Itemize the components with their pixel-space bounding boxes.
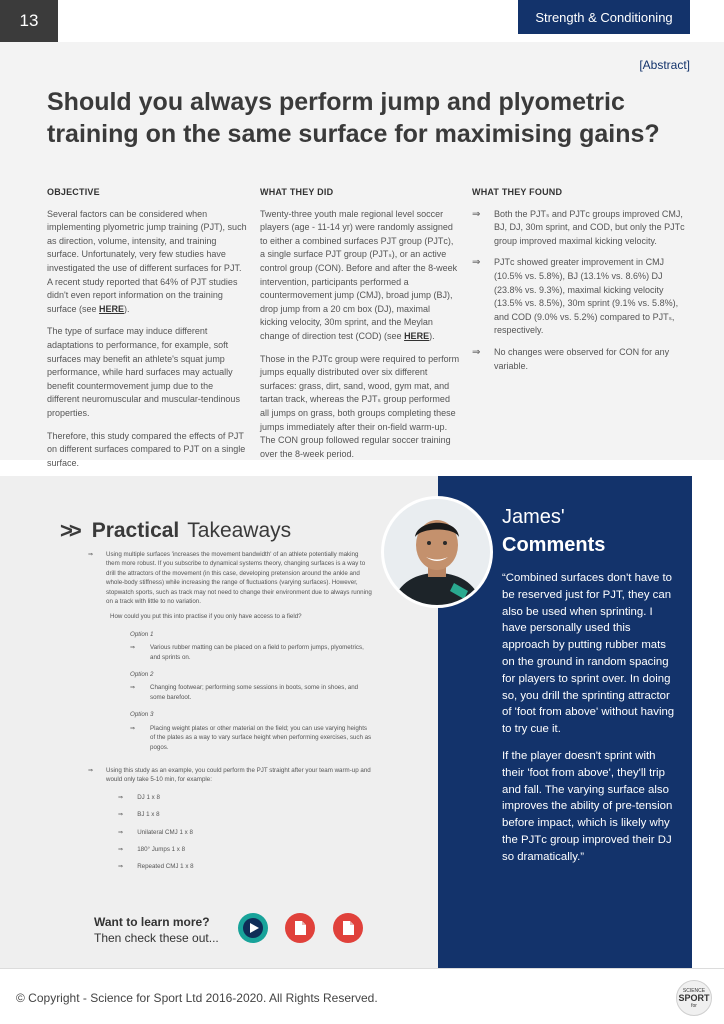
abstract-tag: [Abstract]: [639, 58, 690, 72]
document-icon: [285, 913, 315, 943]
double-chevron-icon: >>: [60, 518, 78, 543]
arrow-icon: ⇒: [472, 257, 481, 269]
comments-heading-name: James': [502, 506, 565, 528]
page-title: Should you always perform jump and plyometric training on the same surface for maximising gains?: [47, 88, 660, 148]
practical-takeaways-body: [88, 550, 373, 872]
what-they-found-column: [472, 186, 686, 381]
takeaway-question: How could you put this into practise if you only have access to a field?: [110, 613, 302, 621]
what-they-did-link[interactable]: HERE: [404, 330, 430, 341]
quote-paragraph: If the player doesn't sprint with their 'foot from above', they'll trip and fall. The varying surface also improves the ability of pre-tension before impact, which is likely why the PJTᴄ group improved their DJ so dramatically.”: [502, 749, 673, 863]
section-tab: Strength & Conditioning: [518, 0, 690, 34]
what-they-did-paragraph-1: Twenty-three youth male regional level soccer players (age - 11-14 yr) were randomly assigned to either a combined surfaces PJT group (PJTᴄ), a single surface PJT group (PJTₛ), or an active control group (CON). Before and after the 8-week intervention, participants performed a countermovement jump (CMJ), broad jump (BJ), drop jump from a 20 cm box (DJ), maximal kicking velocity, 30m sprint, and the Meylan change of direction test (COD) (see HERE).: [260, 208, 458, 341]
finding-item: ⇒ PJTᴄ showed greater improvement in CMJ (10.5% vs. 5.8%), BJ (13.1% vs. 8.6%) DJ (23.8% vs. 9.3%), maximal kicking velocity (13.5% vs. 8.5%), 30m sprint (9.1% vs. 5.8%), and COD (9.0% vs. 5.2%) compared to PJTₛ, respectively.: [472, 256, 686, 338]
arrow-icon: ⇒: [118, 811, 124, 819]
finding-item: ⇒ No changes were observed for CON for any variable.: [472, 346, 686, 373]
page-number: 13: [0, 0, 58, 42]
objective-paragraph-2: The type of surface may induce different adaptations to performance, for example, soft surfaces may benefit an athlete's squat jump performance, while hard surfaces may actually benefit countermovement jump due to the different neuromuscular and muscular-tendinous properties.: [47, 326, 240, 418]
option-label: Option 2: [130, 671, 154, 679]
comments-heading: Comments: [502, 534, 606, 556]
objective-paragraph-1: Several factors can be considered when implementing plyometric jump training (PJT), such as direction, volume, intensity, and training surface. Unfortunately, very few studies have investigated the use of different surfaces for PJT. A recent study reported that 64% of PJT studies didn't even report information on the training surface (see HERE).: [47, 208, 247, 314]
objective-column: [47, 186, 247, 479]
exercise-list-item: ⇒ DJ 1 x 8: [118, 793, 160, 801]
arrow-icon: ⇒: [130, 724, 136, 732]
option-item: ⇒ Placing weight plates or other material on the field; you can use varying heights of the plates as a way to vary surface height when performing exercises, such as pogos.: [130, 724, 372, 751]
arrow-icon: ⇒: [118, 828, 124, 836]
learn-more-prompt: Want to learn more? Then check these out...: [94, 915, 219, 945]
arrow-icon: ⇒: [130, 684, 136, 692]
option-label: Option 3: [130, 711, 154, 719]
document-link-button[interactable]: [333, 913, 363, 943]
exercise-list-item: ⇒ BJ 1 x 8: [118, 811, 160, 819]
objective-paragraph-3: Therefore, this study compared the effects of PJT on different surfaces compared to PJT on a single surface.: [47, 430, 246, 468]
comments-quote: [502, 570, 680, 876]
finding-item: ⇒ Both the PJTₛ and PJTᴄ groups improved CMJ, BJ, DJ, 30m sprint, and COD, but only the PJTᴄ group improved maximal kicking velocity.: [472, 208, 686, 249]
arrow-icon: ⇒: [118, 793, 124, 801]
practical-takeaways-heading: >> Practical Takeaways: [60, 518, 292, 543]
objective-heading: OBJECTIVE: [47, 187, 100, 197]
takeaway-item: ⇒ Using this study as an example, you could perform the PJT straight after your team warm-up and would only take 5-10 min, for example:: [88, 766, 371, 784]
option-item: ⇒ Various rubber matting can be placed on a field to perform jumps, plyometrics, and sprints on.: [130, 644, 364, 661]
what-they-did-paragraph-2: Those in the PJTᴄ group were required to perform jumps equally distributed over six different surfaces: grass, dirt, sand, wood, gym mat, and tartan track, whereas the PJTₛ group performed all jumps on grass, both groups completing these jumps immediately after their on-field warm-up. The CON group followed regular soccer training over the 8-week period.: [260, 353, 460, 459]
what-they-did-column: [260, 186, 460, 470]
footer-divider: [0, 968, 724, 969]
document-link-button[interactable]: [285, 913, 315, 943]
arrow-icon: ⇒: [130, 644, 136, 652]
science-for-sport-logo: SCIENCE SPORT for: [676, 980, 712, 1016]
what-they-found-heading: WHAT THEY FOUND: [472, 187, 563, 197]
document-icon: [333, 913, 363, 943]
play-video-button[interactable]: [238, 913, 268, 943]
option-label: Option 1: [130, 630, 154, 638]
quote-paragraph: “Combined surfaces don't have to be reserved just for PJT, they can also be used when sprinting. I have personally used this approach by putting rubber mats on the ground in random spacing for players to sprint over. In doing so, you drill the sprinting attractor of 'foot from above' without having to try cue it.: [502, 572, 675, 736]
play-icon: [238, 913, 268, 943]
option-item: ⇒ Changing footwear; performing some sessions in boots, some in shoes, and some barefoot.: [130, 684, 359, 701]
what-they-did-heading: WHAT THEY DID: [260, 187, 334, 197]
exercise-list-item: ⇒ Unilateral CMJ 1 x 8: [118, 828, 193, 836]
author-avatar: [381, 496, 493, 608]
exercise-list-item: ⇒ 180° Jumps 1 x 8: [118, 845, 186, 853]
takeaway-item: ⇒ Using multiple surfaces 'increases the movement bandwidth' of an athlete potentially making them more robust. If you subscribe to dynamical systems theory, changing surfaces is a way to drill the attractors of the movement (in this case, developing pretension around the ankle and whole-body stiffness) while increasing the range of fluctuations (varying surfaces). However, stopwatch sports, such as track may not need to change their environment due to always running on a track with little to no variation.: [88, 551, 372, 606]
arrow-icon: ⇒: [118, 863, 124, 871]
copyright-text: © Copyright - Science for Sport Ltd 2016-2020. All Rights Reserved.: [16, 991, 378, 1005]
arrow-icon: ⇒: [88, 551, 94, 558]
arrow-icon: ⇒: [472, 346, 481, 358]
arrow-icon: ⇒: [118, 845, 124, 853]
objective-link[interactable]: HERE: [99, 303, 125, 314]
arrow-icon: ⇒: [88, 766, 94, 774]
exercise-list-item: ⇒ Repeated CMJ 1 x 8: [118, 863, 194, 871]
arrow-icon: ⇒: [472, 208, 481, 220]
